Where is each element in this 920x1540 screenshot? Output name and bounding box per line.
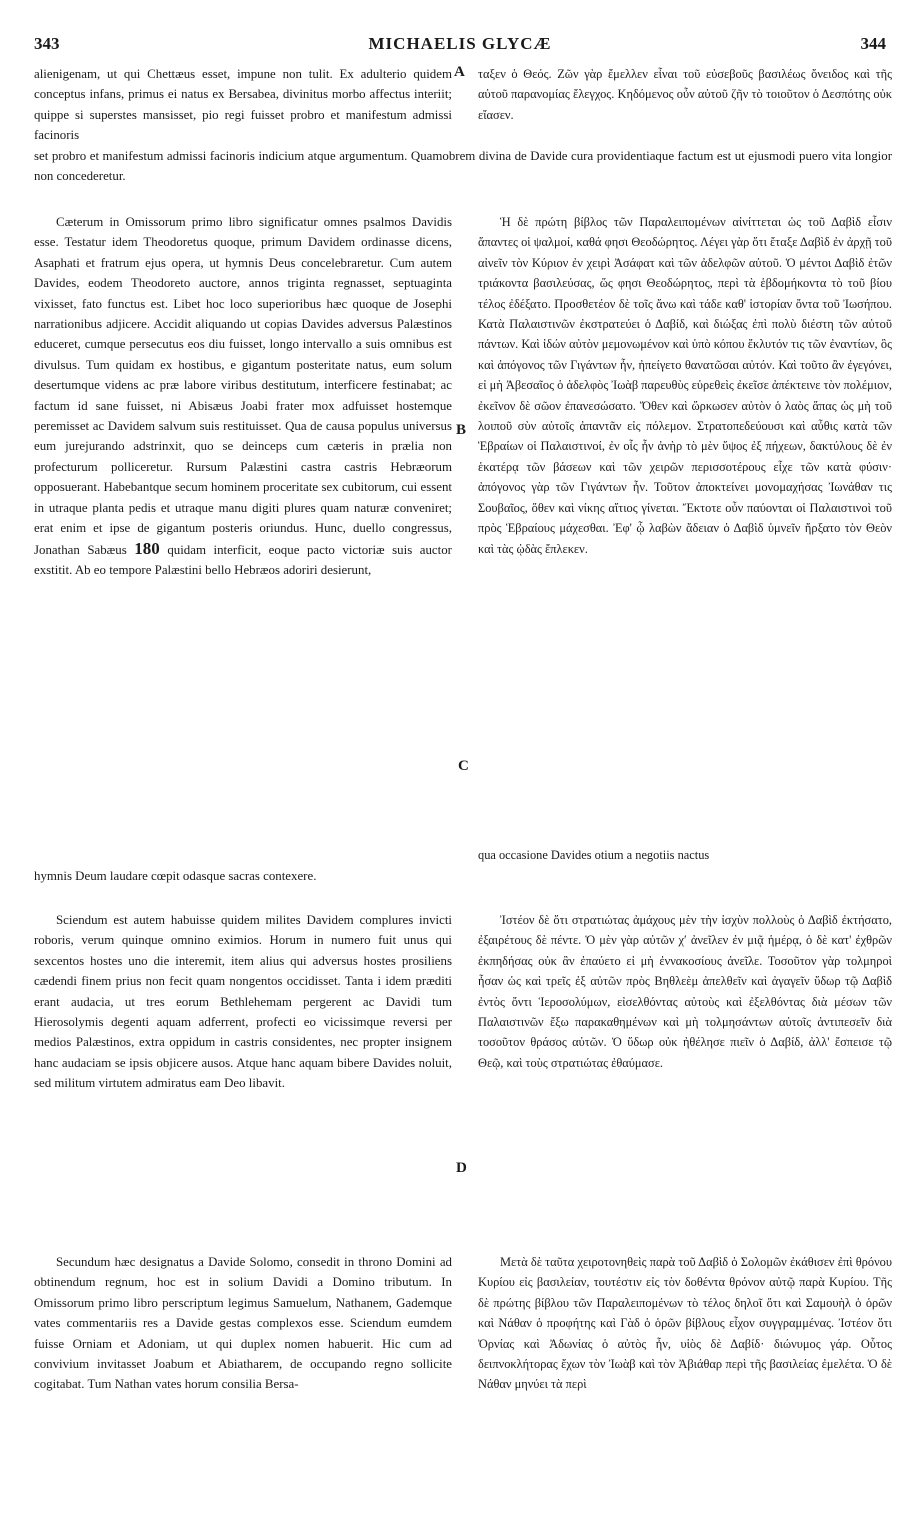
latin-paragraph-1: alienigenam, ut qui Chettæus esset, impune non tulit. Ex adulterio quidem conceptus infans, primus ei natus ex Bersabea, divinitus morbo affectus interiit; quippe si superstes mansisset, pio regi fuisset probro et manifestum admissi facinoris bbox=[34, 67, 452, 143]
latin-paragraph-2 bbox=[34, 212, 452, 580]
page-number-left: 343 bbox=[34, 34, 60, 53]
margin-marker-b: B bbox=[456, 422, 467, 438]
margin-marker-d: D bbox=[456, 1160, 467, 1176]
margin-marker-c: C bbox=[458, 758, 469, 774]
latin-fullwidth-2: hymnis Deum laudare cœpit odasque sacras contexere. bbox=[34, 869, 317, 883]
latin-text-continued: quidam interficit, eoque pacto victoriæ suis auctor exstitit. Ab eo tempore Palæstini bello Hebræos adoriri desierunt, bbox=[34, 542, 452, 577]
greek-paragraph-3: Ἰστέον δὲ ὅτι στρατιώτας ἀμάχους μὲν τὴν ἰσχὺν πολλοὺς ὁ Δαβὶδ ἐκτήσατο, ἐξαιρέτους δὲ πέντε. Ὁ μὲν γὰρ αὐτῶν χʹ ἀνεῖλεν ἐν μιᾷ ἡμέρᾳ, ὁ δὲ κατ' ἐχθρῶν ἐκπηδήσας οὐκ ἂν ἐπαύετο εἰ μὴ ἐννακοσίους ἀνεῖλε. Τοσοῦτον γὰρ τολμηροὶ ἦσαν ὡς καὶ τρεῖς ἐξ αὐτῶν πρὸς Βηθλεὲμ ἀπελθεῖν καὶ ἀγαγεῖν ὕδωρ τῷ Δαβὶδ ἐντὸς ὄντι Ἱεροσολύμων, εἰσελθόντας αὐτοὺς καὶ ἐξελθόντας διὰ μέσων τῶν Παλαιστινῶν ἔξω παρακαθημένων καὶ μὴ τολμησάντων αὐτοῖς ἀντιπεσεῖν διὰ τοσοῦτον θράσος αὐτῶν. Ὁ ὕδωρ οὐκ ἠθέλησε πιεῖν ὁ Δαβίδ, ἀλλ' ἔσπεισε τῷ Θεῷ, καὶ τοὺς στρατιώτας ἐθαύμασε. bbox=[478, 913, 892, 1070]
latin-text: Cæterum in Omissorum primo libro significatur omnes psalmos Davidis esse. Testatur idem Theodoretus quoque, primum Davidem ordinasse dicens, Asaphati et fratrum ejus opera, ut hymnis Deus concelebraretur. Cum autem Davides, eodem Theodoreto auctore, annos triginta regnasset, septuaginta vixisset, fato functus est. Libet hoc loco superioribus hæc quoque de Josephi narrationibus adjicere. Accidit aliquando ut copias Davides adversus Palæstinos educeret, cumque persecutus eos diu fuisset, longo intervallo a suis omnibus est divulsus. Tum quidam ex hostibus, e gigantum posteritate natus, eum solum desertumque videns ac præ labore viribus destitutum, interficere festinabat; ac factum id sane fuisset, ni Abisæus Joabi frater mox adfuisset hostemque peremisset ac Davidem salvum suis restituisset. Qua de causa populus universus eum jurejurando adstrinxit, quo se deinceps cum cæteris in prælia non profecturum polliceretur. Rursum Palæstini castra castris Hebræorum opposuerant. Habebantque secum hominem proceritate sex cubitorum, cui essent in utraque planta pedis et utraque manu digiti plures quam naturæ conveniret; erat enim et ipse de gigantum posteris oriundus. Hunc, duello congressus, Jonathan Sabæus bbox=[34, 215, 452, 557]
greek-paragraph-2: Ἡ δὲ πρώτη βίβλος τῶν Παραλειπομένων αἰνίττεται ὡς τοῦ Δαβὶδ εἶσιν ἅπαντες οἱ ψαλμοί, καθά φησι Θεοδώρητος. Λέγει γὰρ ὅτι ἔταξε Δαβὶδ ἐν ἀρχῇ τοῦ αἰνεῖν τὸν Κύριον ἐν χειρὶ Ἀσάφατ καὶ τῶν ἀδελφῶν αὐτοῦ. Ὁ μέντοι Δαβὶδ ἐτῶν τριάκοντα βασιλεύσας, ὥς φησι Θεοδώρητος, περὶ τὰ ἑβδομήκοντα τὸ τοῦ βίου τέλος ἐδέξατο. Προσθετέον δὲ τοῖς ἄνω καὶ τάδε καθ' ἱστορίαν ὄντα τοῦ Ἰωσήπου. Κατὰ Παλαιστινῶν ἐκστρατεύει ὁ Δαβίδ, καὶ διώξας ἐπὶ πολὺ διέστη τῶν αὐτοῦ πάντων. Καὶ ἰδών αὐτὸν μεμονωμένον καὶ ὑπὸ κόπου ἔκλυτόν τις τῶν ἐναντίων, ὃς καὶ ἀπόγονος τῶν Γιγάντων ἦν, ἠπείγετο θανατῶσαι αὐτόν. Καὶ τοῦτο ἂν ἐγεγόνει, εἰ μὴ Ἀβεσαῖος ὁ ἀδελφὸς Ἰωὰβ παρευθὺς εὑρεθεὶς ἐκεῖσε ἀπέκτεινε τὸν πολέμιον, ἐκεῖνον δὲ σῶον ἐπανεσώσατο. Ὅθεν καὶ ὥρκωσεν αὐτὸν ὁ λαὸς ἅπας ὡς μὴ τοῦ λοιποῦ σὺν αὐτοῖς ἀπαντᾶν εἰς πόλεμον. Στρατοπεδεύουσι καὶ αὖθις κατὰ τῶν Ἑβραίων οἱ Παλαιστινοί, ἐν οἷς ἦν ἀνὴρ τὸ μὲν ὕψος ἐξ πήχεων, δακτύλους δὲ ἐν ἑκατέρᾳ τῶν βάσεων καὶ τῶν χειρῶν περισσοτέρους εἶχε τῶν κατὰ φύσιν· ἀπόγονος γὰρ τῶν Γιγάντων ἦν. Τοῦτον ἀποκτείνει μονομαχήσας Ἰωνάθαν τις Σουβαῖος, ὅθεν καὶ νίκης αἴτιος γίνεται. Ἔκτοτε οὖν παύονται οἱ Παλαιστινοὶ τοῦ πρὸς Ἑβραίους μάχεσθαι. Ἐφ' ᾧ λαβὼν ἄδειαν ὁ Δαβὶδ ὑμνεῖν ἤρξατο τὸν Θεὸν καὶ τὰς ᾠδὰς ἔπλεκεν. bbox=[478, 215, 892, 556]
margin-marker-a: A bbox=[454, 64, 465, 80]
running-header bbox=[0, 34, 920, 58]
running-title: MICHAELIS GLYCÆ bbox=[368, 34, 552, 53]
latin-fullwidth-1: set probro et manifestum admissi facinoris indicium atque argumentum. Quamobrem divina de Davide cura providentiaque factum est ut ejusmodi puero vita longior non concederetur. bbox=[34, 149, 892, 184]
latin-paragraph-3: Sciendum est autem habuisse quidem milites Davidem complures invicti roboris, verum quinque omnino eximios. Horum in numero fuit unus qui sexcentos hostes uno die interemit, item alius qui adversus hostes prosiliens cædendi finem prius non fecit quam nongentos occidisset. Tanta i idem præditi erant audacia, ut tres eorum Bethlehemam pergerent ac Davidi tum Hierosolymis degenti aquam adferrent, profecti eo vicissimque reversi per medios Palæstinos, extra oppidum in castris considentes, nec propter insignem hanc audaciam se ipsis objicere ausos. Atque hanc aquam bibere Davides noluit, sed militum virtutem admiratus eam Deo libavit. bbox=[34, 913, 452, 1091]
latin-paragraph-4: Secundum hæc designatus a Davide Solomo, consedit in throno Domini ad obtinendum regnum, hoc est in solium Davidi a Domino tributum. In Omissorum primo libro perscriptum legimus Samuelum, Nathanem, Gademque vates commentariis res a Davide gestas complexos esse. Sciendum eumdem fuisse Orniam et Adoniam, ut qui duplex nomen habuerit. Hic cum ad convivium invitasset Joabum et Abiatharem, de occupando regno sollicite cogitabat. Tum Nathan vates horum consilia Bersa- bbox=[34, 1255, 452, 1392]
page-number-right: 344 bbox=[860, 34, 886, 53]
greek-paragraph-4: Μετὰ δὲ ταῦτα χειροτονηθεὶς παρὰ τοῦ Δαβὶδ ὁ Σολομῶν ἐκάθισεν ἐπὶ θρόνου Κυρίου εἰς βασιλείαν, τουτέστιν εἰς τὸν δοθέντα θρόνον αὐτῷ παρὰ Κυρίου. Τῆς δὲ πρώτης βίβλου τῶν Παραλειπομένων τὸ τέλος δηλοῖ ὅτι καὶ Σαμουὴλ ὁ ὁρῶν καὶ Νάθαν ὁ προφήτης καὶ Γὰδ ὁ ὁρῶν βίβλους εἶχον συγγραμμένας. Ἰστέον ὅτι Ὀρνίας καὶ Ἀδωνίας ὁ αὐτὸς ἦν, υἱὸς δὲ Δαβίδ· διώνυμος γάρ. Οὗτος δειπνοκλήτορας ἔχων τὸν Ἰωὰβ καὶ τὸν Ἀβιάθαρ περὶ τῆς βασιλείας ἐμελέτα. Ὁ δὲ Νάθαν μηνύει τὰ περὶ bbox=[478, 1255, 892, 1392]
page-reference-number: 180 bbox=[134, 538, 160, 558]
latin-right-continuation: qua occasione Davides otium a negotiis nactus bbox=[478, 848, 710, 862]
greek-paragraph-1: ταξεν ὁ Θεός. Ζῶν γὰρ ἔμελλεν εἶναι τοῦ εὐσεβοῦς βασιλέως ὄνειδος καὶ τῆς αὐτοῦ παρανομίας ἔλεγχος. Κηδόμενος οὖν αὐτοῦ ζῆν τὸ τοιοῦτον ὁ Δεσπότης οὐκ εἴασεν. bbox=[478, 67, 892, 122]
